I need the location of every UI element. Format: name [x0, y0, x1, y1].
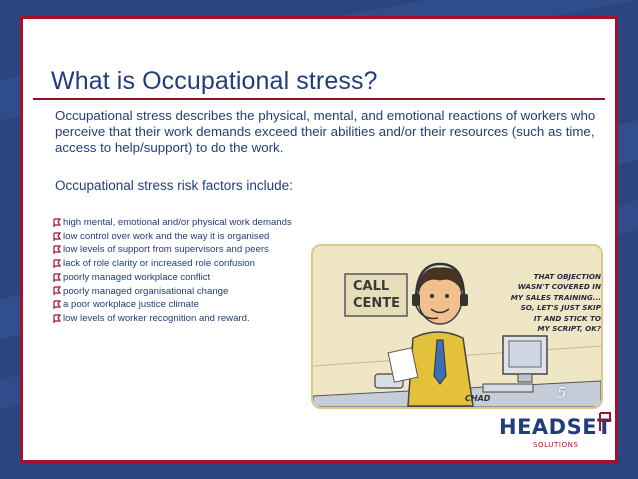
list-item-text: low levels of support from supervisors and peers: [63, 244, 269, 256]
arrow-bullet-icon: [53, 300, 62, 310]
list-item-text: poorly managed workplace conflict: [63, 271, 211, 283]
arrow-bullet-icon: [53, 286, 62, 296]
call-center-sign: [353, 278, 400, 312]
arrow-bullet-icon: [53, 218, 62, 228]
arrow-bullet-icon: [53, 245, 62, 255]
arrow-bullet-icon: [53, 314, 62, 324]
speech-line: SO, LET'S JUST SKIP: [520, 303, 601, 313]
list-item: [53, 285, 292, 299]
list-item-text: lack of role clarity or increased role confusion: [63, 258, 255, 270]
arrow-bullet-icon: [53, 259, 62, 269]
headset-solutions-logo: [499, 415, 611, 459]
speech-bubble-text: [491, 272, 601, 334]
list-item: [53, 298, 292, 312]
slide-title: What is Occupational stress?: [51, 67, 378, 95]
speech-line: MY SALES TRAINING...: [510, 292, 601, 302]
list-item: [53, 257, 292, 271]
list-item: [53, 216, 292, 230]
speech-line: IT AND STICK TO: [533, 313, 601, 323]
title-divider: [33, 98, 605, 100]
list-item: [53, 243, 292, 257]
arrow-bullet-icon: [53, 273, 62, 283]
list-item-text: poorly managed organisational change: [63, 285, 229, 297]
list-item-text: high mental, emotional and/or physical work demands: [63, 217, 292, 228]
logo-wordmark: HEADSET: [499, 415, 612, 439]
list-item: [53, 312, 292, 326]
list-item: [53, 271, 292, 285]
list-item-text: low levels of worker recognition and reward.: [63, 312, 250, 324]
speech-line: WASN'T COVERED IN: [517, 282, 601, 292]
artist-signature: 5: [557, 384, 567, 402]
speech-line: MY SCRIPT, OK?: [537, 324, 601, 334]
list-item: [53, 230, 292, 244]
slide-panel: [20, 16, 618, 463]
risk-factor-list: [53, 216, 292, 326]
arrow-bullet-icon: [53, 232, 62, 242]
name-tag: CHAD: [465, 394, 491, 403]
call-center-cartoon: [311, 244, 603, 409]
intro-paragraph: Occupational stress describes the physical, mental, and emotional reactions of workers who perceive that their work demands exceed their abilities and/or their resources (such as time, access to help/support) to do the work.: [55, 108, 596, 155]
logo-subtitle: SOLUTIONS: [533, 441, 579, 449]
sign-line-2: CENTE: [353, 296, 401, 311]
speech-line: THAT OBJECTION: [533, 272, 601, 281]
risk-factors-heading: Occupational stress risk factors include:: [55, 178, 293, 193]
sign-line-1: CALL: [353, 279, 390, 294]
list-item-text: low control over work and the way it is organised: [63, 230, 270, 242]
list-item-text: a poor workplace justice climate: [63, 299, 199, 311]
flag-icon: [598, 411, 612, 433]
